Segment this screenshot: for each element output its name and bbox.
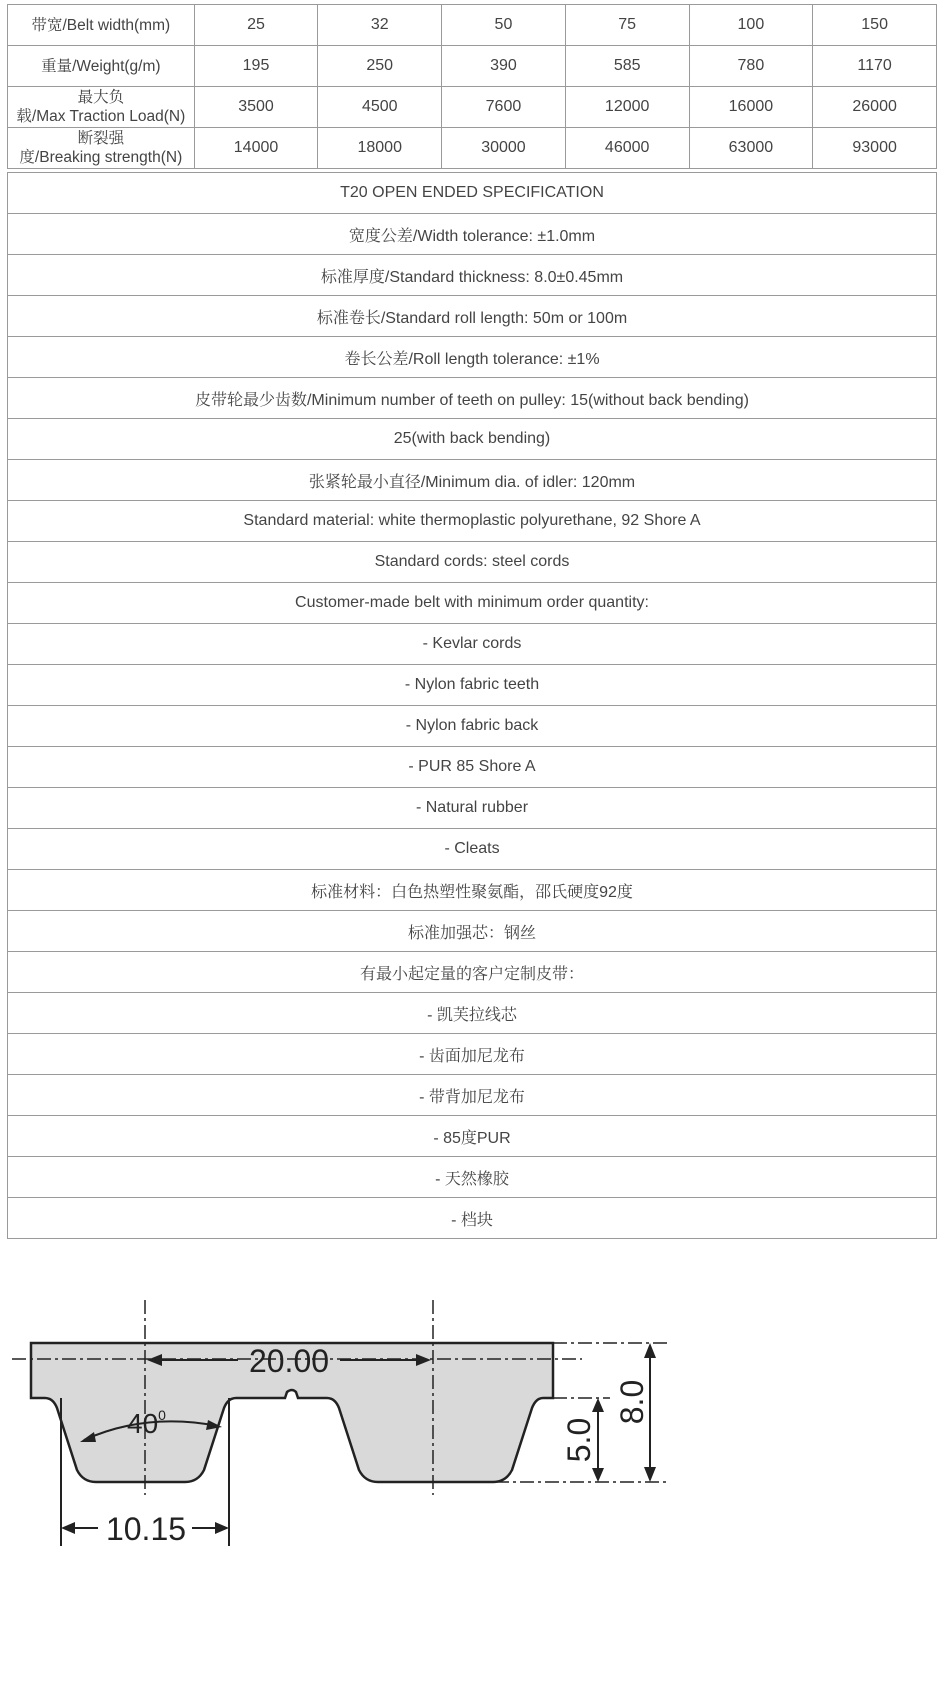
spec-row: [8, 952, 937, 993]
spec-row: [8, 1157, 937, 1198]
table-cell: 150: [813, 5, 937, 46]
spec-line: Standard material: white thermoplastic polyurethane, 92 Shore A: [8, 501, 937, 542]
spec-line: 卷长公差/Roll length tolerance: ±1%: [8, 337, 937, 378]
spec-line: 标准卷长/Standard roll length: 50m or 100m: [8, 296, 937, 337]
table-cell: 46000: [565, 128, 689, 169]
spec-row: [8, 1198, 937, 1239]
spec-row: [8, 460, 937, 501]
spec-row: [8, 911, 937, 952]
spec-line: 标准材料：白色热塑性聚氨酯，邵氏硬度92度: [8, 870, 937, 911]
belt-width-row: [8, 5, 937, 46]
label-line: 最大负: [77, 89, 125, 106]
table-cell: 50: [442, 5, 566, 46]
pitch-arrow-left: [147, 1354, 162, 1366]
thickness-label: 8.0: [614, 1379, 650, 1425]
table-cell: 195: [194, 46, 318, 87]
spec-line: - 天然橡胶: [8, 1157, 937, 1198]
spec-row: [8, 1116, 937, 1157]
spec-row: [8, 747, 937, 788]
table-cell: 18000: [318, 128, 442, 169]
spec-row: [8, 788, 937, 829]
spec-line: - 带背加尼龙布: [8, 1075, 937, 1116]
label-line: 断裂强: [77, 130, 125, 147]
max-traction-load-label: [8, 87, 195, 128]
tooth-width-arrow-left: [61, 1522, 75, 1534]
breaking-strength-label: [8, 128, 195, 169]
spec-row: [8, 296, 937, 337]
spec-line: - Kevlar cords: [8, 624, 937, 665]
table-cell: 7600: [442, 87, 566, 128]
table-cell: 32: [318, 5, 442, 46]
spec-row: [8, 665, 937, 706]
table-cell: 3500: [194, 87, 318, 128]
table-cell: 585: [565, 46, 689, 87]
spec-row: [8, 993, 937, 1034]
tooth-width-arrow-right: [215, 1522, 229, 1534]
spec-row: [8, 1075, 937, 1116]
spec-line: 皮带轮最少齿数/Minimum number of teeth on pulley: 15(without back bending): [8, 378, 937, 419]
spec-line: - 齿面加尼龙布: [8, 1034, 937, 1075]
table-cell: 25: [194, 5, 318, 46]
spec-row: [8, 706, 937, 747]
weight-label: 重量/Weight(g/m): [8, 46, 195, 87]
tooth-height-arrow-bottom: [592, 1468, 604, 1482]
spec-row: [8, 255, 937, 296]
angle-unit: 0: [158, 1407, 166, 1423]
pitch-arrow-right: [416, 1354, 431, 1366]
table-cell: 63000: [689, 128, 813, 169]
table-cell: 12000: [565, 87, 689, 128]
label-line: 载/Max Traction Load(N): [16, 108, 186, 125]
pitch-dimension-drawing: [0, 1330, 943, 1390]
tooth-width-label: 10.15: [105, 1511, 187, 1547]
spec-line: 标准加强芯：钢丝: [8, 911, 937, 952]
spec-row: [8, 583, 937, 624]
spec-row: [8, 173, 937, 214]
belt-width-label: 带宽/Belt width(mm): [8, 5, 195, 46]
table-cell: 26000: [813, 87, 937, 128]
spec-line: - Natural rubber: [8, 788, 937, 829]
thickness-arrow-bottom: [644, 1467, 656, 1482]
spec-line: 标准厚度/Standard thickness: 8.0±0.45mm: [8, 255, 937, 296]
spec-row: [8, 419, 937, 460]
spec-line: 张紧轮最小直径/Minimum dia. of idler: 120mm: [8, 460, 937, 501]
pitch-label: 20.00: [248, 1343, 330, 1379]
spec-line: - PUR 85 Shore A: [8, 747, 937, 788]
table-cell: 75: [565, 5, 689, 46]
breaking-strength-row: [8, 128, 937, 169]
specification-list: [7, 172, 937, 1239]
spec-row: [8, 501, 937, 542]
max-traction-load-row: [8, 87, 937, 128]
angle-value: 40: [127, 1408, 159, 1439]
spec-line: - 档块: [8, 1198, 937, 1239]
spec-title: T20 OPEN ENDED SPECIFICATION: [8, 173, 937, 214]
tooth-height-arrow-top: [592, 1398, 604, 1412]
spec-line: Customer-made belt with minimum order quantity:: [8, 583, 937, 624]
spec-line: - Nylon fabric teeth: [8, 665, 937, 706]
spec-line: - 85度PUR: [8, 1116, 937, 1157]
table-cell: 16000: [689, 87, 813, 128]
spec-line: - Cleats: [8, 829, 937, 870]
spec-row: [8, 542, 937, 583]
label-line: 度/Breaking strength(N): [19, 149, 183, 166]
table-cell: 390: [442, 46, 566, 87]
spec-line: - Nylon fabric back: [8, 706, 937, 747]
spec-line: 有最小起定量的客户定制皮带：: [8, 952, 937, 993]
spec-line: - 凯芙拉线芯: [8, 993, 937, 1034]
spec-line: 25(with back bending): [8, 419, 937, 460]
spec-row: [8, 337, 937, 378]
spec-line: Standard cords: steel cords: [8, 542, 937, 583]
table-cell: 100: [689, 5, 813, 46]
spec-row: [8, 624, 937, 665]
spec-line: 宽度公差/Width tolerance: ±1.0mm: [8, 214, 937, 255]
spec-row: [8, 214, 937, 255]
table-cell: 1170: [813, 46, 937, 87]
table-cell: 4500: [318, 87, 442, 128]
spec-row: [8, 1034, 937, 1075]
table-cell: 30000: [442, 128, 566, 169]
spec-row: [8, 378, 937, 419]
table-cell: 14000: [194, 128, 318, 169]
weight-row: [8, 46, 937, 87]
table-cell: 93000: [813, 128, 937, 169]
table-cell: 250: [318, 46, 442, 87]
spec-row: [8, 870, 937, 911]
spec-table: [7, 4, 937, 169]
spec-row: [8, 829, 937, 870]
table-cell: 780: [689, 46, 813, 87]
tooth-height-label: 5.0: [561, 1417, 597, 1463]
